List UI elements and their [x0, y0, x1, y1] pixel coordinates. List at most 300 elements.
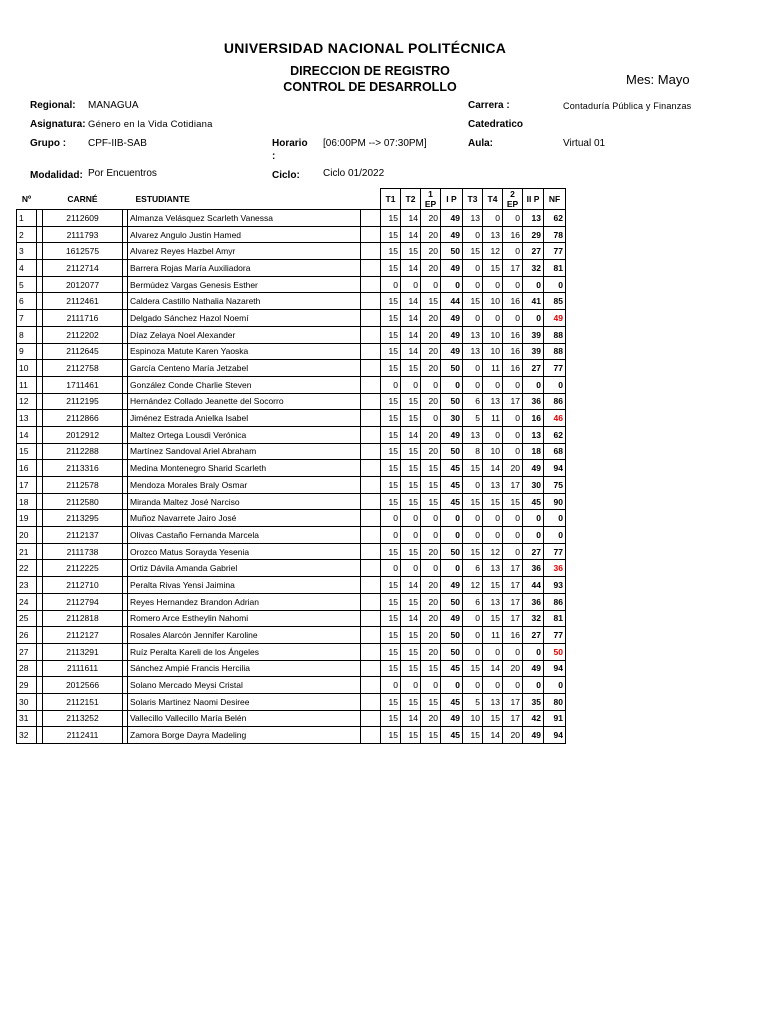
row-carne: 2111611: [43, 660, 123, 677]
table-row: [17, 260, 566, 277]
row-carne: 2112794: [43, 593, 123, 610]
row-t4: 11: [483, 627, 503, 644]
row-t1: 15: [381, 226, 401, 243]
row-carne: 2012566: [43, 677, 123, 694]
row-2ep: 20: [503, 660, 523, 677]
row-2ep: 16: [503, 326, 523, 343]
row-ip: 0: [441, 527, 463, 544]
row-carne: 2112609: [43, 210, 123, 227]
table-row: [17, 627, 566, 644]
row-carne: 1711461: [43, 376, 123, 393]
row-iip: 27: [523, 627, 544, 644]
row-carne: 2111738: [43, 543, 123, 560]
row-spacer: [361, 577, 381, 594]
row-1ep: 20: [421, 243, 441, 260]
row-t3: 5: [463, 693, 483, 710]
row-number: 14: [17, 426, 37, 443]
row-t4: 0: [483, 510, 503, 527]
row-number: 13: [17, 410, 37, 427]
row-spacer: [361, 543, 381, 560]
table-row: [17, 477, 566, 494]
row-number: 4: [17, 260, 37, 277]
col-header-t2: T2: [401, 189, 421, 210]
row-t1: 15: [381, 326, 401, 343]
row-number: 31: [17, 710, 37, 727]
row-iip: 35: [523, 693, 544, 710]
row-iip: 13: [523, 210, 544, 227]
row-student-name: Olivas Castaño Fernanda Marcela: [128, 527, 361, 544]
table-row: [17, 276, 566, 293]
row-iip: 41: [523, 293, 544, 310]
row-number: 32: [17, 727, 37, 744]
row-number: 1: [17, 210, 37, 227]
row-ip: 50: [441, 243, 463, 260]
row-carne: 2112225: [43, 560, 123, 577]
grades-header-row: [17, 189, 566, 210]
row-iip: 27: [523, 360, 544, 377]
row-iip: 0: [523, 643, 544, 660]
row-t2: 14: [401, 260, 421, 277]
row-t2: 0: [401, 677, 421, 694]
row-2ep: 17: [503, 560, 523, 577]
row-ip: 49: [441, 260, 463, 277]
row-t3: 15: [463, 493, 483, 510]
row-ip: 0: [441, 276, 463, 293]
row-2ep: 17: [503, 710, 523, 727]
row-nf: 50: [544, 643, 566, 660]
row-carne: 2112866: [43, 410, 123, 427]
row-number: 17: [17, 477, 37, 494]
row-spacer: [361, 243, 381, 260]
row-nf: 49: [544, 310, 566, 327]
row-spacer: [361, 710, 381, 727]
row-student-name: Peralta Rivas Yensi Jaimina: [128, 577, 361, 594]
row-t2: 0: [401, 560, 421, 577]
row-student-name: Solaris Martinez Naomi Desiree: [128, 693, 361, 710]
row-t3: 0: [463, 627, 483, 644]
row-spacer: [361, 627, 381, 644]
col-header-nf: NF: [544, 189, 566, 210]
row-carne: 2112137: [43, 527, 123, 544]
table-row: [17, 326, 566, 343]
row-t2: 15: [401, 543, 421, 560]
row-t4: 11: [483, 410, 503, 427]
row-ip: 45: [441, 477, 463, 494]
row-nf: 81: [544, 260, 566, 277]
row-t1: 15: [381, 710, 401, 727]
row-t2: 15: [401, 493, 421, 510]
row-nf: 0: [544, 677, 566, 694]
row-carne: 2112578: [43, 477, 123, 494]
row-1ep: 15: [421, 693, 441, 710]
row-t4: 0: [483, 426, 503, 443]
row-t1: 15: [381, 643, 401, 660]
modalidad-label: Modalidad:: [30, 170, 83, 181]
row-2ep: 16: [503, 226, 523, 243]
row-carne: 2112461: [43, 293, 123, 310]
row-iip: 36: [523, 393, 544, 410]
row-t1: 15: [381, 243, 401, 260]
row-nf: 0: [544, 376, 566, 393]
row-student-name: Rosales Alarcón Jennifer Karoline: [128, 627, 361, 644]
row-student-name: Jiménez Estrada Anielka Isabel: [128, 410, 361, 427]
row-carne: 2112127: [43, 627, 123, 644]
grupo-label: Grupo :: [30, 138, 67, 149]
row-t4: 15: [483, 260, 503, 277]
row-ip: 49: [441, 710, 463, 727]
row-t2: 14: [401, 343, 421, 360]
row-1ep: 15: [421, 660, 441, 677]
row-nf: 77: [544, 243, 566, 260]
row-nf: 88: [544, 343, 566, 360]
row-iip: 13: [523, 426, 544, 443]
row-t3: 6: [463, 560, 483, 577]
row-ip: 49: [441, 326, 463, 343]
row-t1: 15: [381, 260, 401, 277]
row-ip: 0: [441, 510, 463, 527]
row-nf: 77: [544, 360, 566, 377]
row-t2: 15: [401, 660, 421, 677]
row-t1: 15: [381, 727, 401, 744]
row-1ep: 0: [421, 677, 441, 694]
row-t4: 13: [483, 560, 503, 577]
row-1ep: 20: [421, 643, 441, 660]
row-1ep: 20: [421, 443, 441, 460]
row-t1: 0: [381, 677, 401, 694]
table-row: [17, 727, 566, 744]
row-nf: 93: [544, 577, 566, 594]
row-1ep: 20: [421, 426, 441, 443]
table-row: [17, 393, 566, 410]
row-t1: 15: [381, 460, 401, 477]
row-t3: 15: [463, 660, 483, 677]
row-2ep: 16: [503, 293, 523, 310]
row-t1: 15: [381, 477, 401, 494]
row-number: 11: [17, 376, 37, 393]
row-t3: 13: [463, 326, 483, 343]
col-header-ip: I P: [441, 189, 463, 210]
table-row: [17, 677, 566, 694]
row-2ep: 0: [503, 410, 523, 427]
row-1ep: 20: [421, 593, 441, 610]
grades-table: [16, 188, 566, 744]
row-t2: 15: [401, 727, 421, 744]
row-student-name: Bermúdez Vargas Genesis Esther: [128, 276, 361, 293]
row-number: 10: [17, 360, 37, 377]
row-t3: 6: [463, 393, 483, 410]
aula-value: Virtual 01: [563, 138, 606, 149]
row-ip: 45: [441, 493, 463, 510]
row-t4: 0: [483, 310, 503, 327]
row-ip: 45: [441, 460, 463, 477]
asignatura-value: Género en la Vida Cotidiana: [88, 119, 213, 130]
row-t4: 13: [483, 477, 503, 494]
col-header-estudiante: ESTUDIANTE: [135, 193, 190, 204]
row-t2: 0: [401, 527, 421, 544]
row-number: 7: [17, 310, 37, 327]
row-2ep: 0: [503, 527, 523, 544]
table-row: [17, 510, 566, 527]
row-iip: 36: [523, 560, 544, 577]
row-1ep: 15: [421, 460, 441, 477]
row-t1: 15: [381, 543, 401, 560]
row-t1: 15: [381, 577, 401, 594]
row-t2: 14: [401, 226, 421, 243]
row-t3: 8: [463, 443, 483, 460]
row-student-name: Barrera Rojas María Auxiliadora: [128, 260, 361, 277]
row-t4: 12: [483, 243, 503, 260]
row-iip: 0: [523, 276, 544, 293]
row-student-name: González Conde Charlie Steven: [128, 376, 361, 393]
row-1ep: 15: [421, 477, 441, 494]
row-number: 22: [17, 560, 37, 577]
row-spacer: [361, 410, 381, 427]
row-iip: 27: [523, 243, 544, 260]
table-row: [17, 376, 566, 393]
row-spacer: [361, 677, 381, 694]
row-t4: 15: [483, 577, 503, 594]
row-t4: 10: [483, 326, 503, 343]
row-2ep: 20: [503, 460, 523, 477]
row-student-name: Muñoz Navarrete Jairo José: [128, 510, 361, 527]
row-ip: 49: [441, 426, 463, 443]
row-spacer: [361, 360, 381, 377]
row-number: 9: [17, 343, 37, 360]
row-ip: 45: [441, 727, 463, 744]
row-1ep: 20: [421, 710, 441, 727]
row-nf: 91: [544, 710, 566, 727]
row-nf: 46: [544, 410, 566, 427]
row-student-name: Espinoza Matute Karen Yaoska: [128, 343, 361, 360]
row-1ep: 20: [421, 226, 441, 243]
row-t3: 13: [463, 210, 483, 227]
row-t4: 0: [483, 376, 503, 393]
catedratico-label: Catedratico: [468, 119, 524, 130]
row-t2: 14: [401, 210, 421, 227]
row-iip: 49: [523, 727, 544, 744]
row-1ep: 0: [421, 560, 441, 577]
row-nf: 94: [544, 660, 566, 677]
row-iip: 44: [523, 577, 544, 594]
row-2ep: 16: [503, 627, 523, 644]
row-number: 6: [17, 293, 37, 310]
row-iip: 0: [523, 510, 544, 527]
row-t1: 15: [381, 627, 401, 644]
row-t3: 0: [463, 643, 483, 660]
row-number: 3: [17, 243, 37, 260]
row-ip: 50: [441, 543, 463, 560]
table-row: [17, 443, 566, 460]
row-spacer: [361, 393, 381, 410]
row-1ep: 20: [421, 393, 441, 410]
row-1ep: 20: [421, 360, 441, 377]
row-student-name: Hernández Collado Jeanette del Socorro: [128, 393, 361, 410]
row-2ep: 0: [503, 310, 523, 327]
row-spacer: [361, 343, 381, 360]
row-1ep: 0: [421, 410, 441, 427]
row-spacer: [361, 560, 381, 577]
row-t3: 10: [463, 710, 483, 727]
row-number: 24: [17, 593, 37, 610]
row-student-name: Reyes Hernandez Brandon Adrian: [128, 593, 361, 610]
row-nf: 94: [544, 460, 566, 477]
table-row: [17, 426, 566, 443]
row-1ep: 20: [421, 310, 441, 327]
table-row: [17, 343, 566, 360]
row-nf: 0: [544, 510, 566, 527]
row-2ep: 0: [503, 543, 523, 560]
row-nf: 86: [544, 393, 566, 410]
month-label: Mes: Mayo: [626, 72, 690, 87]
row-spacer: [361, 593, 381, 610]
row-t1: 15: [381, 210, 401, 227]
row-student-name: Zamora Borge Dayra Madeling: [128, 727, 361, 744]
row-t1: 15: [381, 393, 401, 410]
row-student-name: Orozco Matus Sorayda Yesenia: [128, 543, 361, 560]
row-student-name: Caldera Castillo Nathalia Nazareth: [128, 293, 361, 310]
row-t2: 15: [401, 360, 421, 377]
row-1ep: 20: [421, 627, 441, 644]
table-row: [17, 577, 566, 594]
row-nf: 85: [544, 293, 566, 310]
row-carne: 2112758: [43, 360, 123, 377]
row-t1: 0: [381, 510, 401, 527]
row-carne: 2012912: [43, 426, 123, 443]
row-t1: 15: [381, 360, 401, 377]
row-nf: 94: [544, 727, 566, 744]
carrera-label: Carrera :: [468, 100, 510, 111]
row-2ep: 17: [503, 393, 523, 410]
row-number: 19: [17, 510, 37, 527]
row-t4: 10: [483, 293, 503, 310]
row-t4: 13: [483, 226, 503, 243]
row-1ep: 0: [421, 527, 441, 544]
row-iip: 29: [523, 226, 544, 243]
row-ip: 49: [441, 577, 463, 594]
row-nf: 80: [544, 693, 566, 710]
row-student-name: Ortiz Dávila Amanda Gabriel: [128, 560, 361, 577]
row-ip: 50: [441, 360, 463, 377]
row-t2: 15: [401, 410, 421, 427]
row-spacer: [361, 727, 381, 744]
row-t3: 0: [463, 310, 483, 327]
row-carne: 2113316: [43, 460, 123, 477]
row-number: 25: [17, 610, 37, 627]
row-nf: 78: [544, 226, 566, 243]
row-ip: 49: [441, 610, 463, 627]
row-t1: 0: [381, 527, 401, 544]
row-nf: 86: [544, 593, 566, 610]
table-row: [17, 210, 566, 227]
row-spacer: [361, 310, 381, 327]
row-spacer: [361, 610, 381, 627]
row-ip: 50: [441, 643, 463, 660]
row-nf: 36: [544, 560, 566, 577]
row-spacer: [361, 460, 381, 477]
table-row: [17, 560, 566, 577]
row-ip: 50: [441, 627, 463, 644]
row-iip: 49: [523, 460, 544, 477]
row-t2: 15: [401, 593, 421, 610]
row-iip: 32: [523, 610, 544, 627]
row-1ep: 20: [421, 543, 441, 560]
row-carne: 2112411: [43, 727, 123, 744]
row-t2: 14: [401, 577, 421, 594]
table-row: [17, 293, 566, 310]
row-t2: 14: [401, 710, 421, 727]
row-number: 23: [17, 577, 37, 594]
row-t4: 0: [483, 527, 503, 544]
row-t2: 15: [401, 443, 421, 460]
row-t1: 15: [381, 343, 401, 360]
row-t1: 15: [381, 693, 401, 710]
row-t1: 0: [381, 560, 401, 577]
row-carne: 2113252: [43, 710, 123, 727]
row-t4: 13: [483, 693, 503, 710]
row-t4: 10: [483, 343, 503, 360]
row-spacer: [361, 693, 381, 710]
row-2ep: 0: [503, 677, 523, 694]
row-t4: 14: [483, 460, 503, 477]
row-ip: 45: [441, 693, 463, 710]
table-row: [17, 693, 566, 710]
row-student-name: García Centeno María Jetzabel: [128, 360, 361, 377]
row-student-name: Medina Montenegro Sharid Scarleth: [128, 460, 361, 477]
row-number: 21: [17, 543, 37, 560]
row-iip: 45: [523, 493, 544, 510]
row-2ep: 0: [503, 210, 523, 227]
row-t1: 15: [381, 310, 401, 327]
row-student-name: Maltez Ortega Lousdi Verónica: [128, 426, 361, 443]
row-t4: 11: [483, 360, 503, 377]
row-spacer: [361, 477, 381, 494]
row-spacer: [361, 426, 381, 443]
row-2ep: 15: [503, 493, 523, 510]
row-carne: 1612575: [43, 243, 123, 260]
table-row: [17, 593, 566, 610]
row-t4: 0: [483, 276, 503, 293]
horario-label: Horario: [272, 138, 308, 149]
row-t3: 0: [463, 527, 483, 544]
table-row: [17, 310, 566, 327]
row-2ep: 16: [503, 343, 523, 360]
row-2ep: 0: [503, 510, 523, 527]
row-t3: 12: [463, 577, 483, 594]
row-t3: 15: [463, 727, 483, 744]
grupo-value: CPF-IIB-SAB: [88, 138, 147, 149]
row-2ep: 17: [503, 477, 523, 494]
row-1ep: 20: [421, 326, 441, 343]
row-spacer: [361, 326, 381, 343]
row-number: 29: [17, 677, 37, 694]
row-nf: 62: [544, 426, 566, 443]
row-t1: 15: [381, 660, 401, 677]
row-2ep: 17: [503, 577, 523, 594]
row-t3: 13: [463, 343, 483, 360]
row-spacer: [361, 226, 381, 243]
row-number: 16: [17, 460, 37, 477]
row-number: 5: [17, 276, 37, 293]
row-t3: 0: [463, 610, 483, 627]
row-carne: 2112195: [43, 393, 123, 410]
col-header-no: Nº: [21, 193, 32, 204]
row-1ep: 20: [421, 210, 441, 227]
table-row: [17, 243, 566, 260]
row-2ep: 16: [503, 360, 523, 377]
row-ip: 0: [441, 560, 463, 577]
row-1ep: 20: [421, 577, 441, 594]
row-t4: 14: [483, 660, 503, 677]
